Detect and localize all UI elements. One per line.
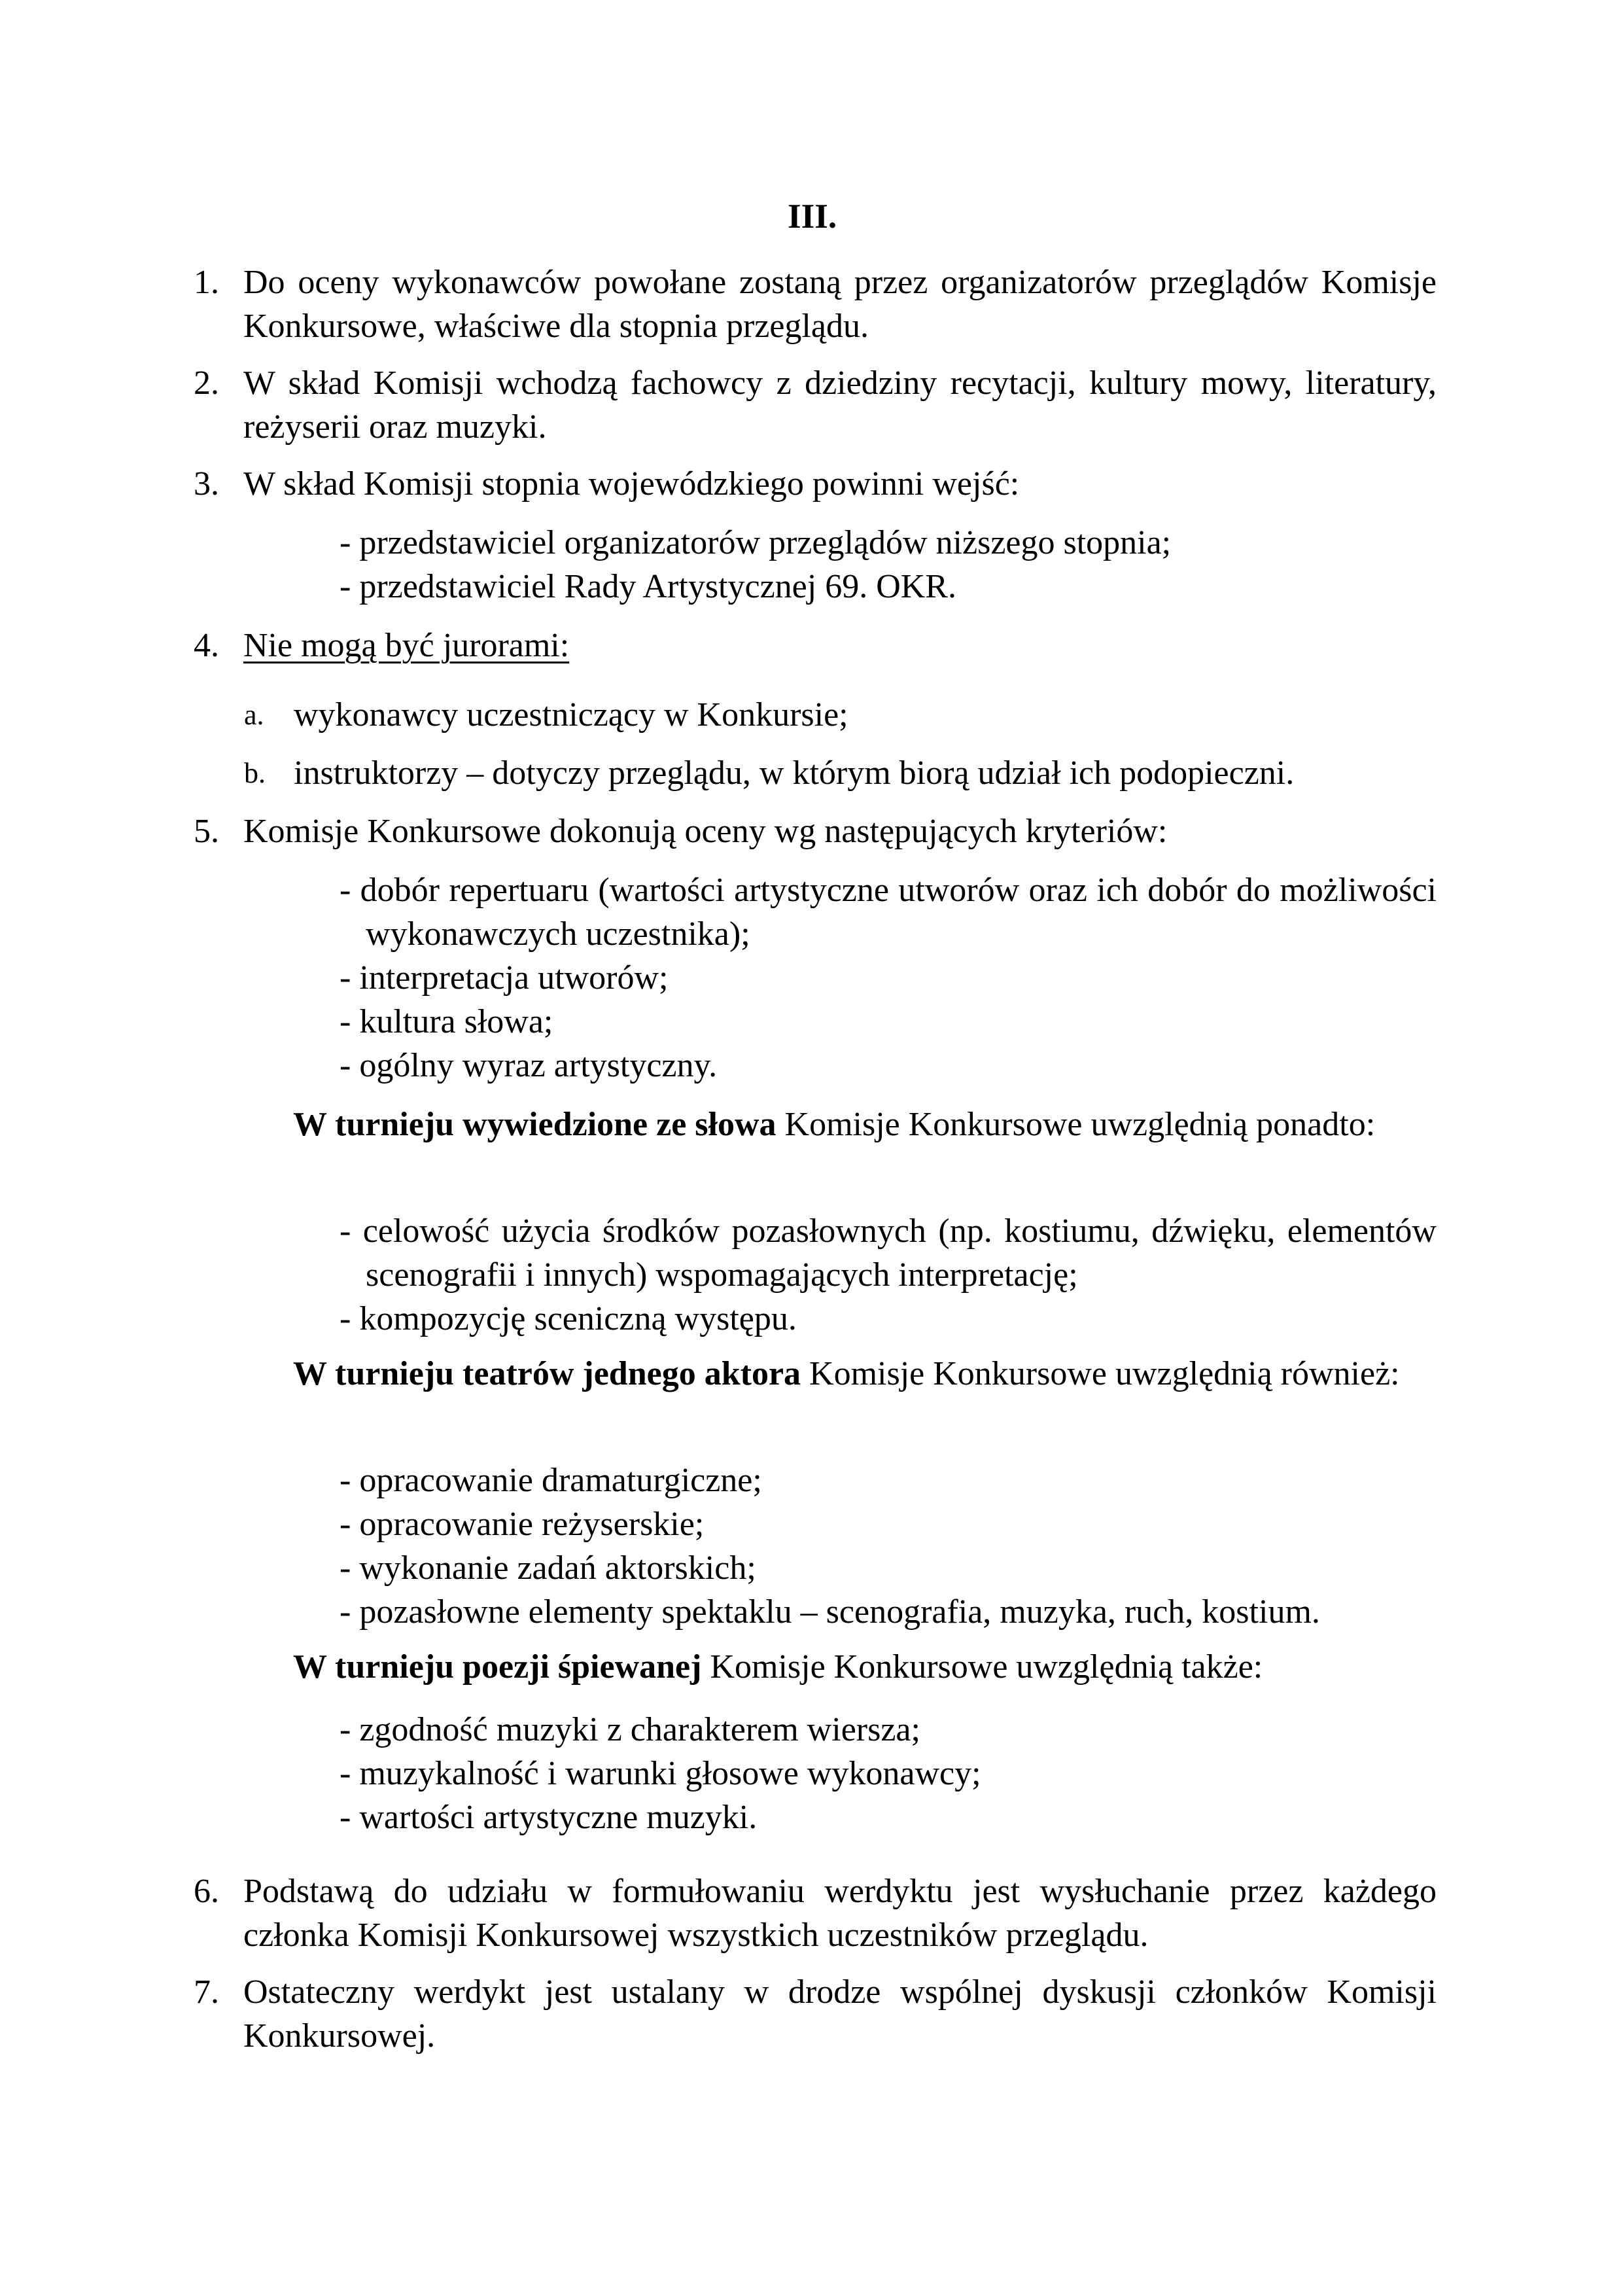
- item-text: Nie mogą być jurorami:: [243, 627, 570, 664]
- item-text: Komisje Konkursowe dokonują oceny wg następujących kryteriów:: [243, 813, 1168, 850]
- list-entry: - zgodność muzyki z charakterem wiersza;: [340, 1711, 920, 1748]
- item-number: 3.: [194, 465, 219, 503]
- item-text: W skład Komisji stopnia wojewódzkiego powinni wejść:: [243, 465, 1020, 503]
- item-number: 5.: [194, 813, 219, 850]
- section-heading: III.: [788, 198, 837, 236]
- list-entry: - pozasłowne elementy spektaklu – scenografia, muzyka, ruch, kostium.: [340, 1593, 1320, 1631]
- list-entry: - przedstawiciel Rady Artystycznej 69. OKR.: [340, 568, 956, 605]
- list-entry: - kompozycję sceniczną występu.: [340, 1300, 797, 1337]
- tournament-theatre-list: [340, 1458, 1437, 1634]
- item-text: W skład Komisji wchodzą fachowcy z dziedziny recytacji, kultury mowy, literatury, reżyserii oraz muzyki.: [243, 364, 1437, 446]
- list-entry: - przedstawiciel organizatorów przeglądów niższego stopnia;: [340, 524, 1172, 561]
- tournament-theatre-text: Komisje Konkursowe uwzględnią również:: [801, 1355, 1400, 1392]
- list-entry: - wartości artystyczne muzyki.: [340, 1799, 758, 1836]
- item-number: 1.: [194, 264, 219, 301]
- tournament-song-title: W turnieju poezji śpiewanej: [293, 1648, 702, 1686]
- list-entry: - kultura słowa;: [340, 1003, 553, 1040]
- item-text: Podstawą do udziału w formułowaniu werdyktu jest wysłuchanie przez każdego członka Komisji Konkursowej wszystkich uczestników przeglądu.: [243, 1873, 1437, 1954]
- tournament-song-text: Komisje Konkursowe uwzględnią także:: [701, 1648, 1263, 1686]
- list-entry: - interpretacja utworów;: [340, 959, 669, 997]
- list-entry: - opracowanie reżyserskie;: [340, 1506, 705, 1543]
- item-text: Do oceny wykonawców powołane zostaną przez organizatorów przeglądów Komisje Konkursowe, właściwe dla stopnia przeglądu.: [243, 264, 1437, 345]
- tournament-word-paragraph: [293, 1103, 1437, 1146]
- tournament-word-text: Komisje Konkursowe uwzględnią ponadto:: [776, 1106, 1376, 1143]
- item-number: 7.: [194, 1973, 219, 2011]
- tournament-song-paragraph: [293, 1645, 1437, 1689]
- tournament-song-list: [340, 1708, 1437, 1839]
- list-entry: - celowość użycia środków pozasłownych (np. kostiumu, dźwięku, elementów scenografii i innych) wspomagających interpretację;: [340, 1212, 1437, 1294]
- item-3-list: [340, 521, 1437, 609]
- item-number: 2.: [194, 364, 219, 402]
- item-number: 6.: [194, 1873, 219, 1910]
- sub-item-letter: a.: [244, 699, 264, 731]
- list-entry: - dobór repertuaru (wartości artystyczne utworów oraz ich dobór do możliwości wykonawczych uczestnika);: [340, 872, 1437, 953]
- criteria-list: [340, 868, 1437, 1087]
- sub-item-letter: b.: [244, 757, 266, 789]
- item-number: 4.: [194, 627, 219, 664]
- list-entry: - muzykalność i warunki głosowe wykonawcy;: [340, 1755, 981, 1792]
- tournament-theatre-paragraph: [293, 1352, 1437, 1396]
- sub-item-text: wykonawcy uczestniczący w Konkursie;: [294, 696, 848, 733]
- tournament-word-list: [340, 1209, 1437, 1341]
- list-entry: - wykonanie zadań aktorskich;: [340, 1549, 756, 1587]
- list-entry: - ogólny wyraz artystyczny.: [340, 1047, 718, 1084]
- list-entry: - opracowanie dramaturgiczne;: [340, 1462, 762, 1499]
- item-text: Ostateczny werdykt jest ustalany w drodze wspólnej dyskusji członków Komisji Konkursowej.: [243, 1973, 1437, 2055]
- tournament-word-title: W turnieju wywiedzione ze słowa: [293, 1106, 777, 1143]
- tournament-theatre-title: W turnieju teatrów jednego aktora: [293, 1355, 801, 1392]
- sub-item-text: instruktorzy – dotyczy przeglądu, w którym biorą udział ich podopieczni.: [294, 754, 1295, 792]
